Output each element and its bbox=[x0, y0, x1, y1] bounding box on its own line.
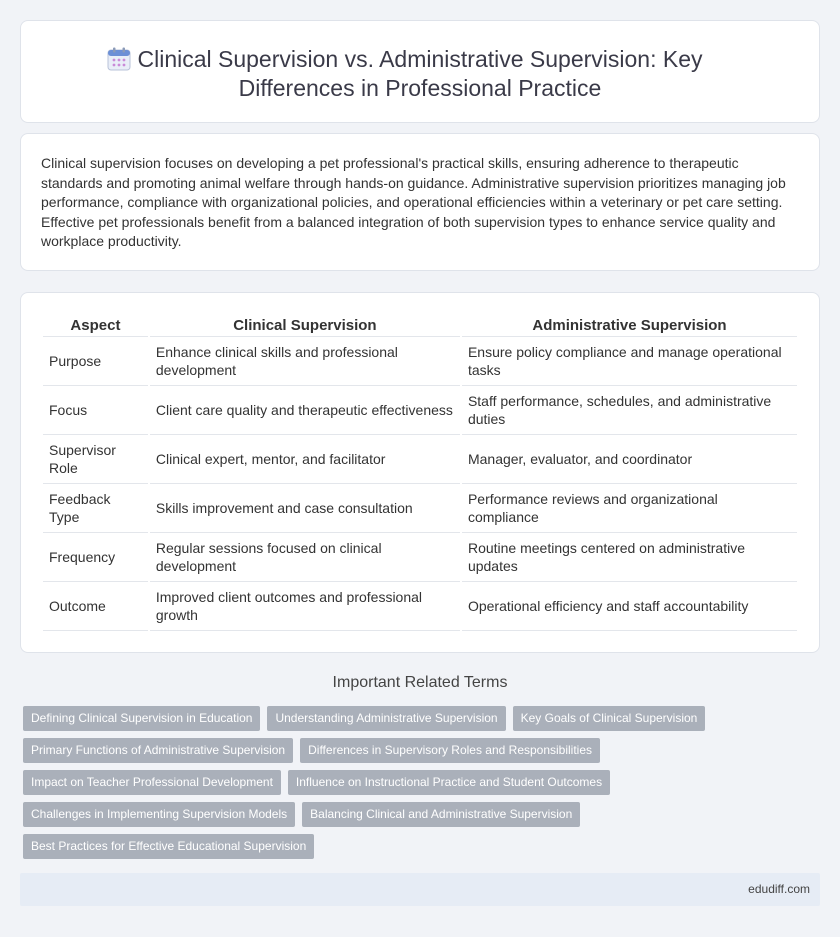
tag-row bbox=[23, 706, 813, 731]
tag-row bbox=[23, 802, 813, 827]
cell-aspect: Supervisor Role bbox=[43, 435, 148, 484]
table-row bbox=[43, 435, 797, 484]
header-administrative: Administrative Supervision bbox=[462, 313, 797, 337]
cell-administrative: Routine meetings centered on administrative updates bbox=[462, 533, 797, 582]
cell-aspect: Purpose bbox=[43, 337, 148, 386]
table-row bbox=[43, 582, 797, 631]
table-row bbox=[43, 337, 797, 386]
related-term-tag[interactable]: Best Practices for Effective Educational Supervision bbox=[23, 834, 314, 859]
cell-clinical: Improved client outcomes and professional growth bbox=[150, 582, 460, 631]
header-card bbox=[20, 20, 820, 123]
related-terms-heading: Important Related Terms bbox=[332, 674, 508, 691]
comparison-table-card bbox=[20, 292, 820, 653]
tag-row bbox=[23, 834, 813, 859]
intro-paragraph: Clinical supervision focuses on developing a pet professional's practical skills, ensuring adherence to therapeutic standards and promoting animal welfare through hands-on guidance. Administrative supervision prioritizes managing job performance, compliance with organizational policies, and operational efficiencies within a veterinary or pet care setting. Effective pet professionals benefit from a balanced integration of both supervision types to enhance service quality and workplace productivity. bbox=[41, 155, 786, 250]
cell-administrative: Manager, evaluator, and coordinator bbox=[462, 435, 797, 484]
related-term-tag[interactable]: Differences in Supervisory Roles and Responsibilities bbox=[300, 738, 600, 763]
page-title: Clinical Supervision vs. Administrative Supervision: Key Differences in Professional Practice bbox=[137, 46, 703, 101]
header-aspect: Aspect bbox=[43, 313, 148, 337]
header-clinical: Clinical Supervision bbox=[150, 313, 460, 337]
table-row bbox=[43, 386, 797, 435]
footer bbox=[20, 873, 820, 906]
related-term-tag[interactable]: Influence on Instructional Practice and Student Outcomes bbox=[288, 770, 610, 795]
related-term-tag[interactable]: Impact on Teacher Professional Development bbox=[23, 770, 281, 795]
footer-site-link[interactable]: edudiff.com bbox=[748, 882, 810, 896]
comparison-table bbox=[41, 313, 799, 631]
cell-aspect: Feedback Type bbox=[43, 484, 148, 533]
cell-clinical: Regular sessions focused on clinical development bbox=[150, 533, 460, 582]
cell-aspect: Focus bbox=[43, 386, 148, 435]
cell-aspect: Frequency bbox=[43, 533, 148, 582]
cell-administrative: Staff performance, schedules, and administrative duties bbox=[462, 386, 797, 435]
cell-clinical: Skills improvement and case consultation bbox=[150, 484, 460, 533]
cell-clinical: Clinical expert, mentor, and facilitator bbox=[150, 435, 460, 484]
tag-row bbox=[23, 738, 813, 763]
related-term-tag[interactable]: Balancing Clinical and Administrative Supervision bbox=[302, 802, 580, 827]
table-row bbox=[43, 533, 797, 582]
related-term-tag[interactable]: Understanding Administrative Supervision bbox=[267, 706, 505, 731]
cell-clinical: Client care quality and therapeutic effectiveness bbox=[150, 386, 460, 435]
related-term-tag[interactable]: Defining Clinical Supervision in Education bbox=[23, 706, 260, 731]
related-term-tag[interactable]: Key Goals of Clinical Supervision bbox=[513, 706, 706, 731]
related-term-tag[interactable]: Challenges in Implementing Supervision Models bbox=[23, 802, 295, 827]
cell-aspect: Outcome bbox=[43, 582, 148, 631]
cell-administrative: Performance reviews and organizational compliance bbox=[462, 484, 797, 533]
related-term-tag[interactable]: Primary Functions of Administrative Supervision bbox=[23, 738, 293, 763]
table-row bbox=[43, 484, 797, 533]
intro-card bbox=[20, 133, 820, 271]
related-terms-tags bbox=[23, 706, 813, 866]
cell-clinical: Enhance clinical skills and professional development bbox=[150, 337, 460, 386]
cell-administrative: Ensure policy compliance and manage operational tasks bbox=[462, 337, 797, 386]
tag-row bbox=[23, 770, 813, 795]
cell-administrative: Operational efficiency and staff accountability bbox=[462, 582, 797, 631]
table-header-row bbox=[43, 313, 797, 337]
